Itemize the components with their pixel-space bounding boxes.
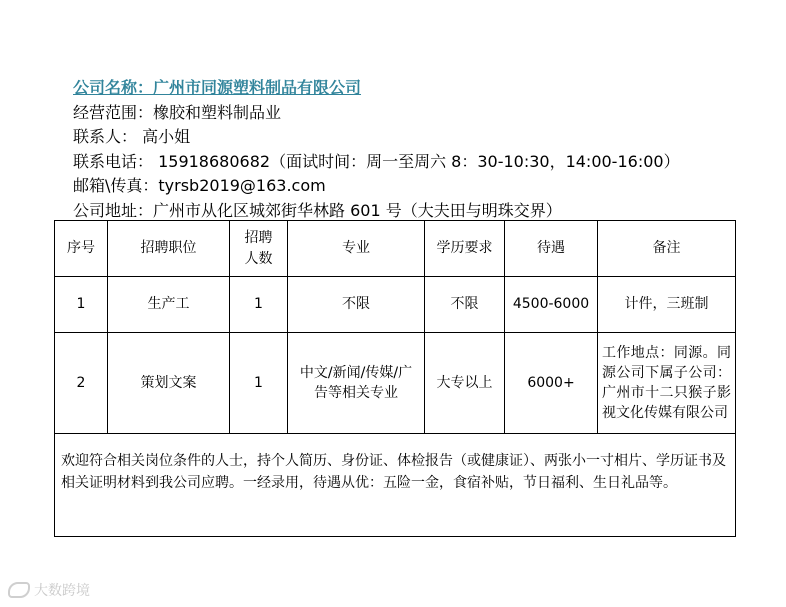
- contact-person: 联系人： 高小姐: [73, 127, 191, 146]
- cell-remark: 计件，三班制: [598, 277, 736, 333]
- cell-seq: 2: [55, 333, 108, 434]
- cell-salary: 4500-6000: [505, 277, 598, 333]
- header-salary: 待遇: [505, 221, 598, 277]
- company-header: [73, 76, 753, 223]
- company-address: 公司地址：广州市从化区城郊街华林路 601 号（大夫田与明珠交界）: [73, 200, 562, 220]
- header-count-line2: 人数: [244, 250, 273, 267]
- recruitment-table: [54, 220, 736, 537]
- email-fax: 邮箱\传真：tyrsb2019@163.com: [73, 176, 326, 195]
- table-row: [55, 333, 736, 434]
- watermark-text: 大数跨境: [34, 583, 90, 599]
- contact-phone: 联系电话： 15918680682（面试时间：周一至周六 8：30-10:30，14:00-16:00）: [73, 151, 680, 171]
- header-education: 学历要求: [425, 221, 505, 277]
- header-seq: 序号: [55, 221, 108, 277]
- cell-count: 1: [230, 333, 288, 434]
- cell-salary: 6000+: [505, 333, 598, 434]
- table-row: [55, 277, 736, 333]
- cell-education: 不限: [425, 277, 505, 333]
- cell-major: 不限: [288, 277, 425, 333]
- cell-major: 中文/新闻/传媒/广告等相关专业: [288, 333, 425, 434]
- application-note: 欢迎符合相关岗位条件的人士，持个人简历、身份证、体检报告（或健康证）、两张小一寸相片、学历证书及相关证明材料到我公司应聘。一经录用，待遇从优：五险一金，食宿补贴，节日福利、生日礼品等。: [55, 434, 736, 537]
- table-note-row: [55, 434, 736, 537]
- header-position: 招聘职位: [108, 221, 230, 277]
- cell-seq: 1: [55, 277, 108, 333]
- header-remark: 备注: [598, 221, 736, 277]
- watermark-logo-icon: [8, 582, 30, 598]
- cell-education: 大专以上: [425, 333, 505, 434]
- watermark: [8, 580, 90, 600]
- cell-count: 1: [230, 277, 288, 333]
- cell-position: 策划文案: [108, 333, 230, 434]
- header-major: 专业: [288, 221, 425, 277]
- table-header-row: [55, 221, 736, 277]
- cell-position: 生产工: [108, 277, 230, 333]
- business-scope: 经营范围：橡胶和塑料制品业: [73, 102, 282, 122]
- cell-remark: 工作地点：同源。同源公司下属子公司：广州市十二只猴子影视文化传媒有限公司: [598, 333, 736, 434]
- header-count-line1: 招聘: [244, 229, 273, 246]
- company-name: 公司名称：广州市同源塑料制品有限公司: [73, 78, 362, 97]
- header-count: [230, 221, 288, 277]
